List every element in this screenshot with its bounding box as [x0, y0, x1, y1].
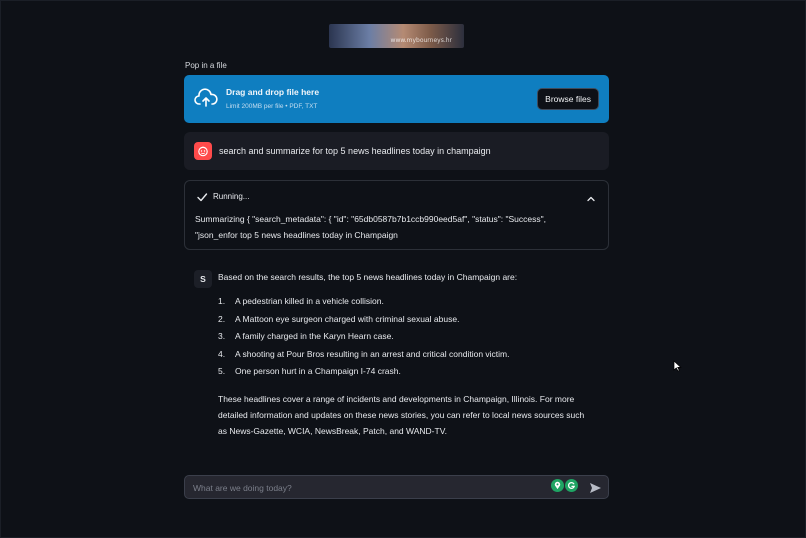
- map-pin-icon[interactable]: [551, 479, 564, 492]
- list-number: 3.: [218, 331, 226, 341]
- browse-files-button[interactable]: Browse files: [537, 88, 599, 110]
- list-number: 2.: [218, 313, 226, 324]
- status-body: [195, 211, 595, 243]
- check-icon: [196, 190, 208, 208]
- list-text: A pedestrian killed in a vehicle collision.: [235, 296, 384, 306]
- dropzone-title: Drag and drop file here: [226, 87, 320, 97]
- list-item: [218, 366, 510, 384]
- file-dropzone[interactable]: [184, 75, 609, 123]
- outro-line: as News-Gazette, WCIA, NewsBreak, Patch, and WAND-TV.: [218, 426, 447, 436]
- assistant-intro: Based on the search results, the top 5 news headlines today in Champaign are:: [218, 272, 518, 282]
- status-label: Running...: [213, 192, 250, 201]
- list-item: [218, 314, 510, 332]
- extension-icons: [551, 479, 578, 492]
- user-message: [184, 132, 609, 170]
- list-text: One person hurt in a Champaign I-74 crash.: [235, 366, 401, 376]
- assistant-outro: [218, 391, 613, 439]
- headline-list: [218, 296, 510, 384]
- chevron-up-icon[interactable]: [586, 191, 596, 209]
- status-line: Summarizing { "search_metadata": { "id": "65db0587b7b1ccb990eed5af", "status": "Success",: [195, 214, 547, 224]
- status-expander[interactable]: [184, 180, 609, 250]
- file-uploader-label: Pop in a file: [185, 61, 227, 70]
- list-number: 5.: [218, 366, 226, 376]
- dropzone-limits: Limit 200MB per file • PDF, TXT: [226, 103, 318, 110]
- assistant-avatar: S: [194, 270, 212, 288]
- chat-input[interactable]: [191, 479, 550, 497]
- grammar-check-icon[interactable]: [565, 479, 578, 492]
- user-message-text: search and summarize for top 5 news headlines today in champaign: [219, 146, 491, 156]
- status-line: "json_enfor top 5 news headlines today in Champaign: [195, 230, 398, 240]
- chat-input-bar: [184, 475, 609, 499]
- list-number: 1.: [218, 296, 226, 306]
- list-item: [218, 296, 510, 314]
- list-item: [218, 331, 510, 349]
- outro-line: detailed information and updates on these news stories, you can refer to local news sources such: [218, 410, 585, 420]
- list-number: 4.: [218, 348, 226, 359]
- list-item: [218, 349, 510, 367]
- user-face-icon: [194, 142, 212, 160]
- outro-line: These headlines cover a range of incidents and developments in Champaign, Illinois. For more: [218, 394, 575, 404]
- mouse-cursor-icon: [673, 359, 682, 377]
- banner-watermark: www.mybourneys.hr: [390, 37, 452, 44]
- list-text: A family charged in the Karyn Hearn case.: [235, 331, 394, 341]
- list-text: A shooting at Pour Bros resulting in an arrest and critical condition victim.: [235, 348, 510, 359]
- banner-image: [329, 24, 464, 48]
- list-text: A Mattoon eye surgeon charged with criminal sexual abuse.: [235, 313, 460, 324]
- cloud-upload-icon: [194, 88, 218, 113]
- send-icon[interactable]: [589, 481, 602, 499]
